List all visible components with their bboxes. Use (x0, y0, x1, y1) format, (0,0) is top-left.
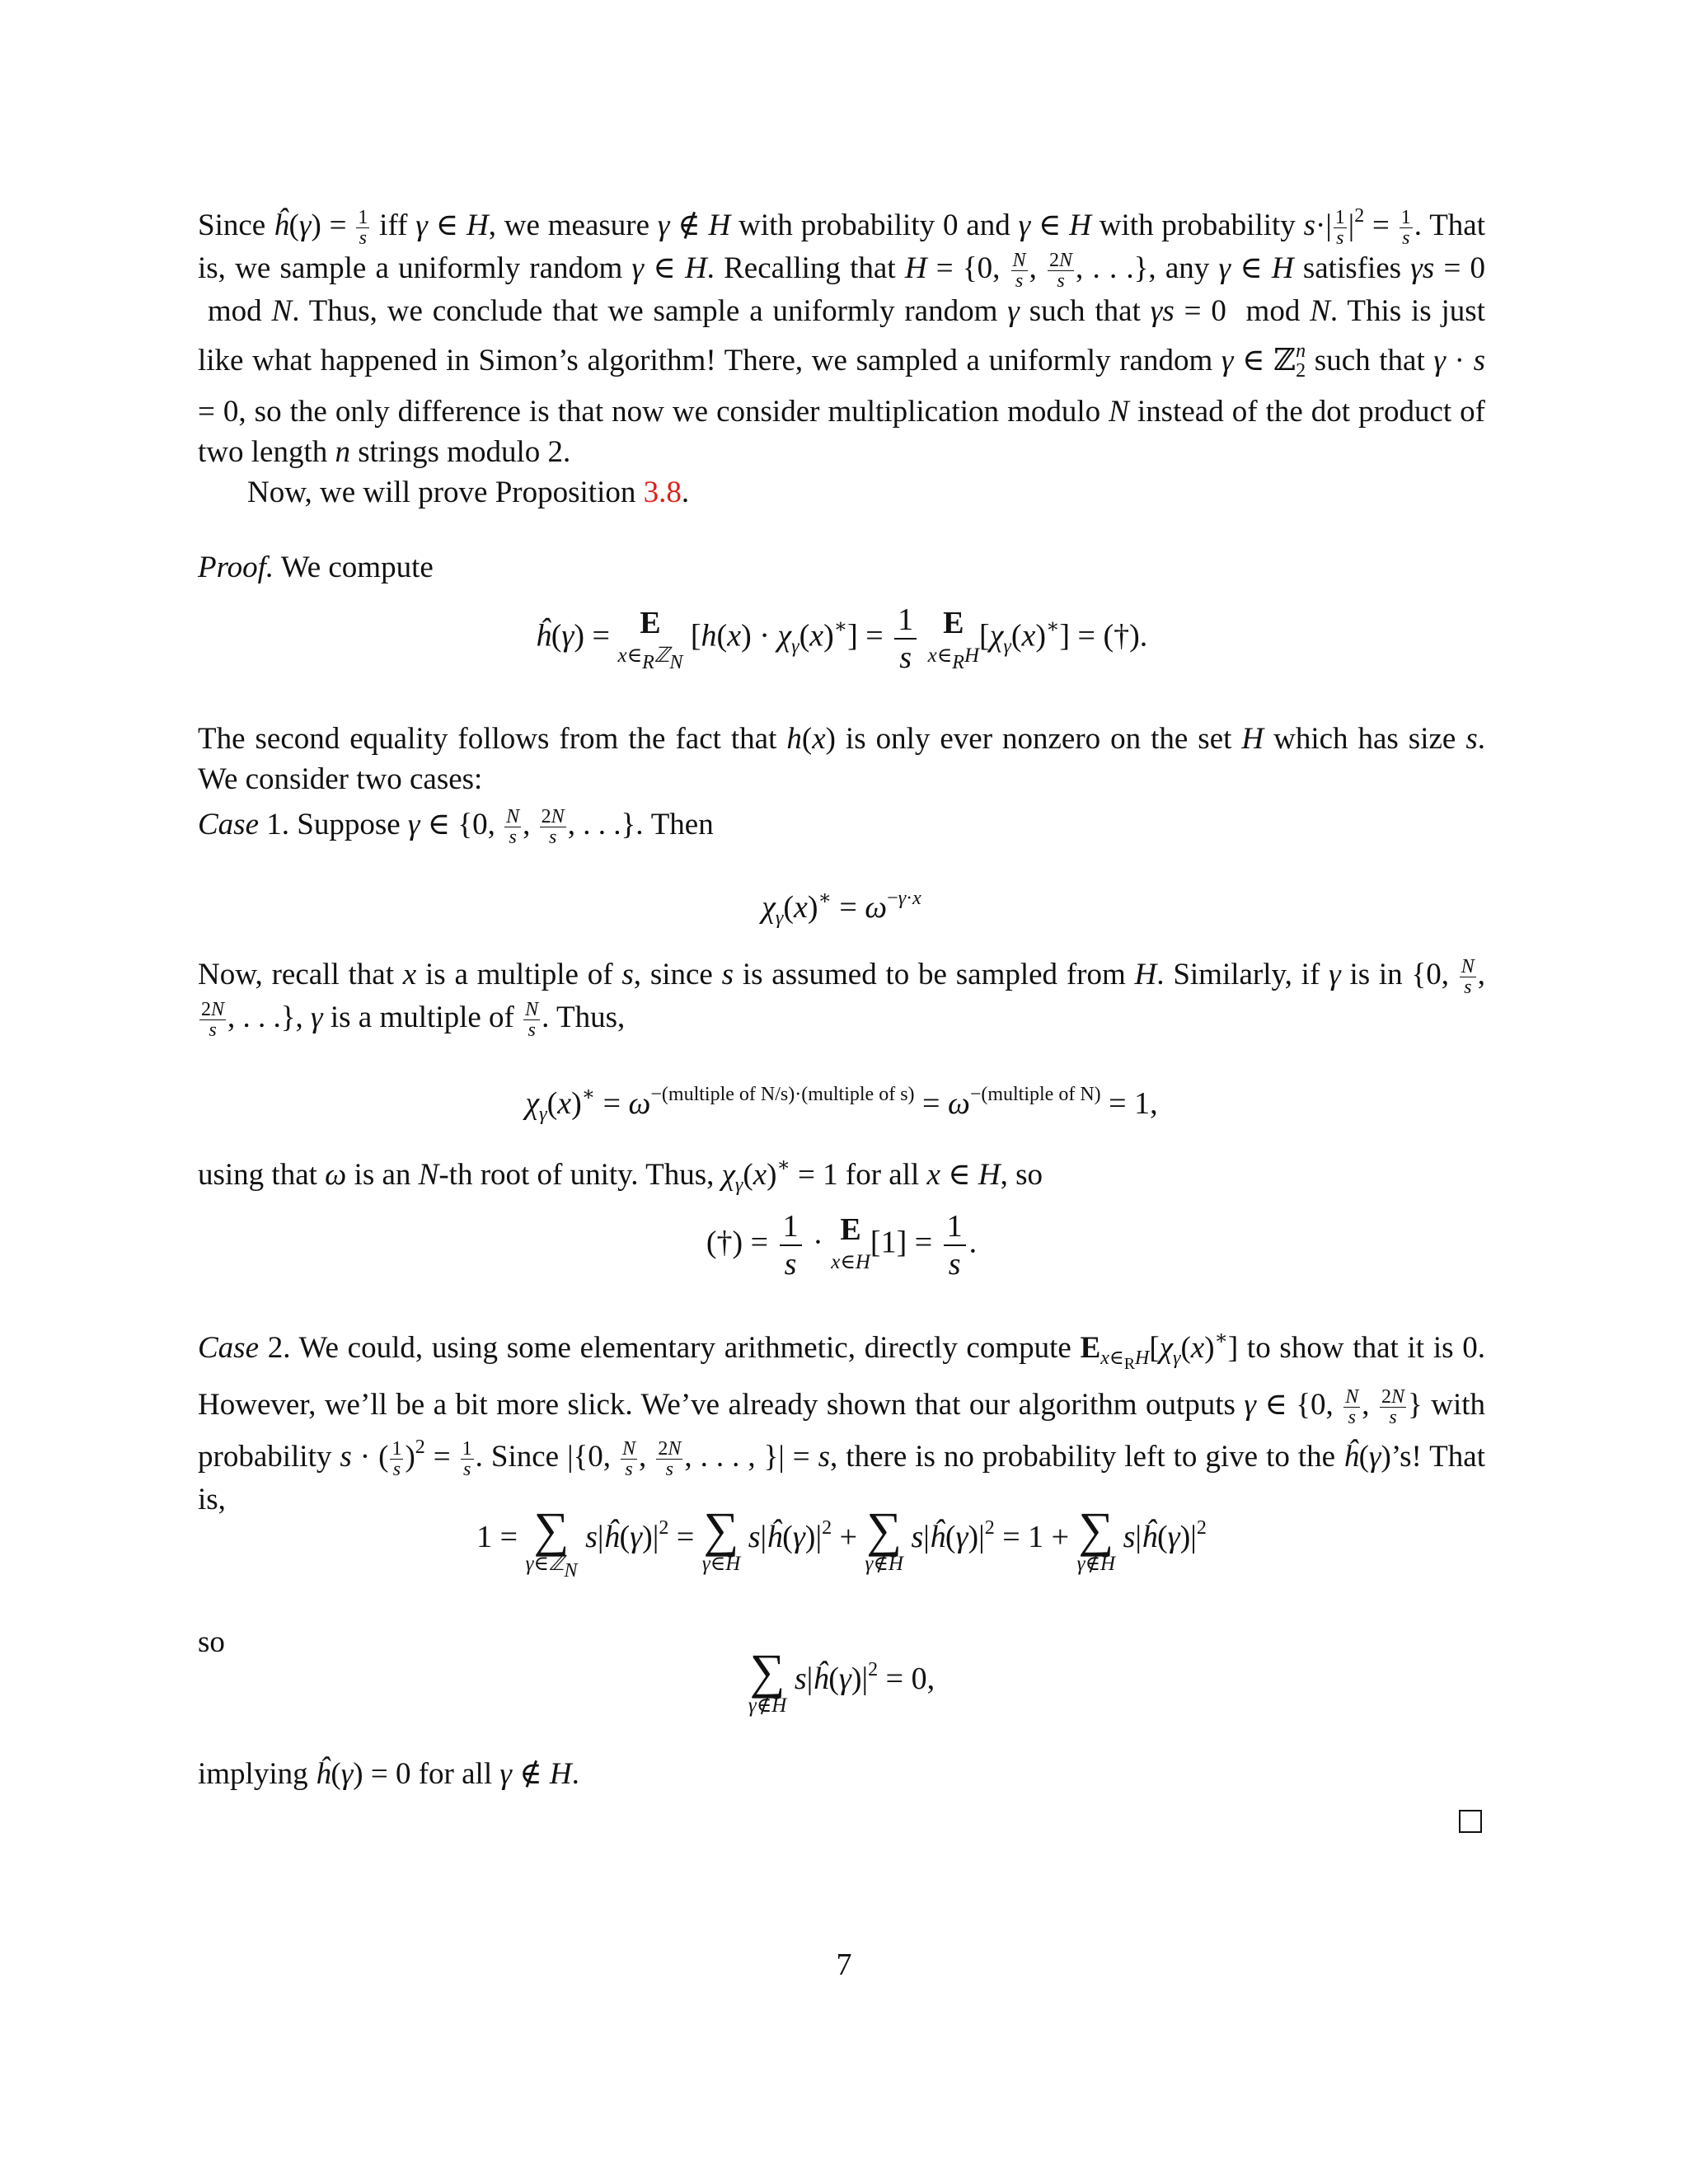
case1-label: Case (198, 808, 259, 841)
implying-line (198, 1754, 1485, 1794)
equation-6: ∑ γ∉H $s|ĥ(\gamma)|^2 = 0$, (748, 1644, 935, 1717)
proof-label: Proof. (198, 551, 274, 584)
second-equality-paragraph (198, 719, 1485, 847)
proof-text: We compute (274, 551, 434, 584)
page-number: 7 (836, 1947, 852, 1982)
second-equality-text: The second equality follows from the fact that h(x) is only ever nonzero on the set H which has size s. We consider two cases: (198, 722, 1485, 796)
implying-text: implying ĥ(γ) = 0 for all γ ∉ H. (198, 1757, 579, 1791)
intro-paragraph (198, 196, 1485, 513)
equation-4: (†) = $\frac{1}{s}$ · E x∈H [1] = $\frac{1}{s}$ . (706, 1209, 978, 1282)
equation-3: $\chi_\gamma(x)^∗ = \omega^{-(multiple of N/s)\cdot(multiple of s)} = \omega^{-(multiple of N)} = 1$, (525, 1084, 1158, 1125)
proposition-line: Now, we will prove Proposition 3.8. (247, 476, 690, 510)
case1-line: Case 1. Suppose γ ∈ {0, $\frac{N}{s}$ , $\frac{2N}{s}$ , . . .}. Then (198, 806, 714, 849)
case2-text: Case 2. We could, using some elementary arithmetic, directly compute $E_{x\in_RH}[\chi_\gamma(x)^∗]$ to show that it is 0. However, we’ll be a bit more slick. We’ve already shown that our algorithm outputs γ ∈ {0, $\frac{N}{s}$ , $\frac{2N}{s}$ } with probability s · ( $\frac{1}{s}$ )$^2$ = $\frac{1}{s}$ . Since |{0, $\frac{N}{s}$ , $\frac{2N}{s}$ , . . . , }| = s, there is no probability left to give to the ĥ(γ)’s! That is, (198, 1328, 1486, 1516)
eq3-superscript-2: −(multiple of N) (969, 1084, 1101, 1105)
recall-text: Now, recall that x is a multiple of s, since s is assumed to be sampled from H. Similarly, if γ is in {0, $\frac{N}{s}$ , $\frac{2N}{s}$ , . . .}, γ is a multiple of $\frac{N}{s}$ . Thus, (198, 956, 1486, 1042)
eq3-superscript-1: −(multiple of N/s)·(multiple of s) (650, 1084, 915, 1105)
intro-text: Since ĥ(γ) = $\frac{1}{s}$ iff γ ∈ H, we measure γ ∉ H with probability 0 and γ ∈ H with probability s·| $\frac{1}{s}$ $|^2$ = $\frac{1}{s}$ . That is, we sample a uniformly random γ ∈ H. Recalling that H = {0, $\frac{N}{s}$ , $\frac{2N}{s}$ , . . .}, any γ ∈ H satisfies γs = 0 mod N. Thus, we conclude that we sample a uniformly random γ such that γs = 0 mod N. This is just like what happened in Simon’s algorithm! There, we sampled a uniformly random γ ∈ ℤ$_2^n$ such that γ · s = 0, so the only difference is that now we consider multiplication modulo N instead of the dot product of two length n strings modulo 2. (198, 205, 1486, 470)
equation-5: 1 = ∑ γ∈ℤN $s|ĥ(\gamma)|^2$ = ∑ γ∈H $s|ĥ(\gamma)|^2$ + ∑ γ∉H $s|ĥ(\gamma)|^2 = 1$ + ∑ γ∉H $s|ĥ(\gamma)|^2$ (476, 1502, 1207, 1582)
case2-paragraph (198, 1319, 1485, 1520)
proposition-ref-link[interactable]: 3.8 (643, 476, 682, 510)
proof-heading (198, 547, 1485, 588)
eq3-tail: = 1, (1109, 1086, 1158, 1121)
qed-square-icon (1459, 1810, 1482, 1833)
equation-1: ĥ(γ) = E x∈RℤN $[h(x) \cdot \chi_\gamma(x)^∗]$ = $\frac{1}{s}$ E x∈RH $[\chi_\gamma(x)^∗]$ = (†). (535, 602, 1148, 675)
root-of-unity-line (198, 1146, 1485, 1206)
root-of-unity-text: using that ω is an N-th root of unity. Thus, $\chi_\gamma(x)^∗ = 1$ for all x ∈ H, so (198, 1155, 1043, 1196)
equation-2: $\chi_\gamma(x)^∗ = \omega^{-\gamma\cdot x}$ (762, 888, 921, 929)
so-word: so (198, 1625, 225, 1659)
case2-label: Case (198, 1331, 259, 1365)
recall-paragraph (198, 954, 1485, 1040)
